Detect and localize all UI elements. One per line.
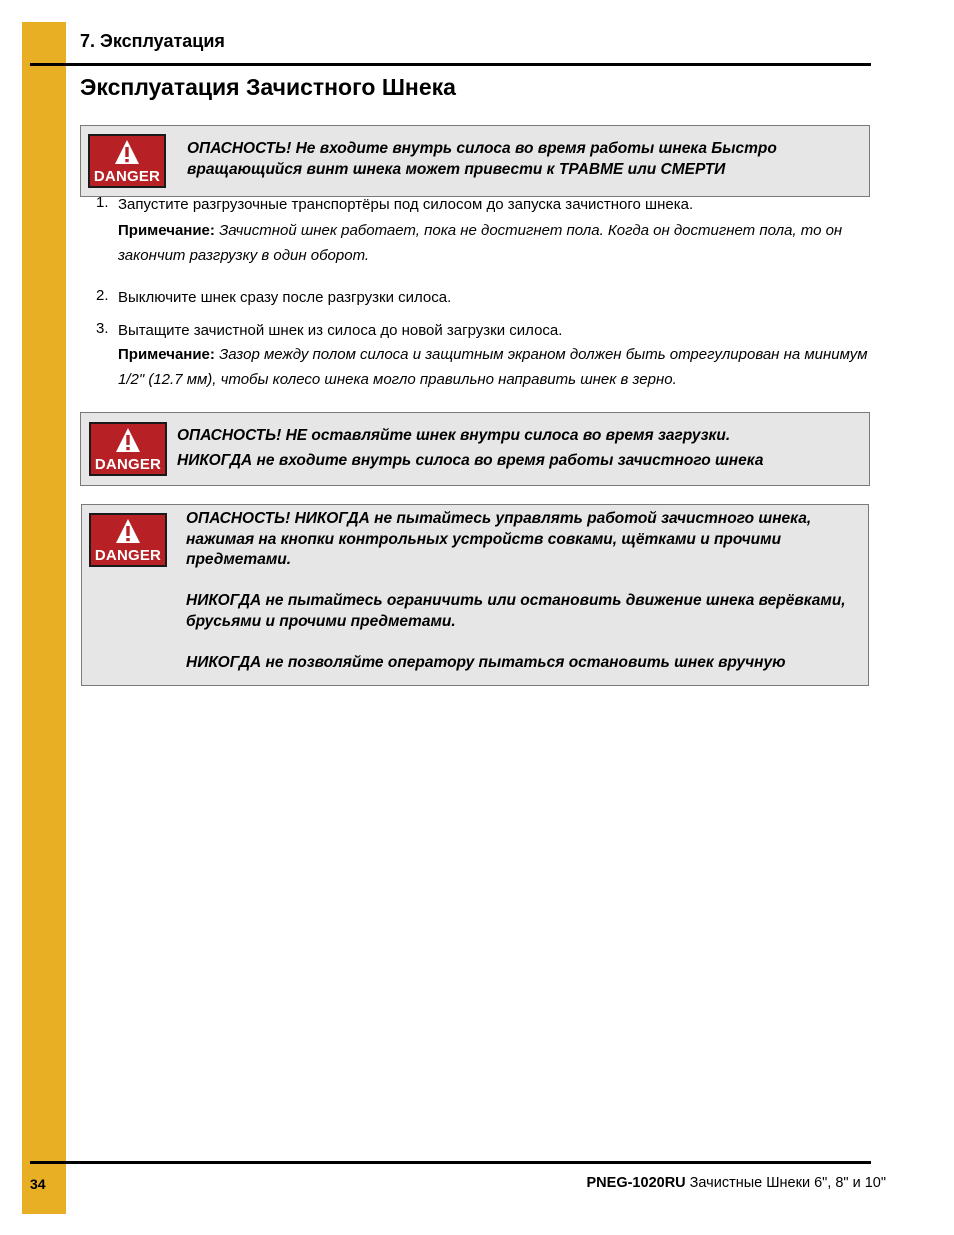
danger-label: DANGER [94, 456, 162, 473]
danger-notice-3 [81, 504, 869, 686]
danger-notice-1 [80, 125, 870, 197]
doc-code: PNEG-1020RU [586, 1175, 686, 1191]
step-note [118, 218, 886, 268]
danger-text [177, 423, 857, 473]
step-note [118, 342, 886, 392]
note-text: Зачистной шнек работает, пока не достигнет пола. Когда он достигнет пола, то он закончит разгрузку в один оборот. [118, 222, 843, 264]
danger-line: НИКОГДА не пытайтесь ограничить или остановить движение шнека верёвками, брусьями и прочими предметами. [186, 592, 846, 630]
danger-notice-2 [80, 412, 870, 486]
doc-title: Зачистные Шнеки 6", 8" и 10" [685, 1175, 886, 1191]
section-heading: 7. Эксплуатация [80, 31, 225, 51]
danger-text [187, 139, 862, 180]
danger-label: DANGER [93, 168, 161, 185]
step-number: 3. [96, 320, 109, 337]
danger-line: ОПАСНОСТЬ! Не входите внутрь силоса во время работы шнека Быстро вращающийся винт шнека может привести к ТРАВМЕ или СМЕРТИ [187, 140, 777, 178]
warning-triangle-icon [115, 518, 141, 544]
footer-document-title [587, 1175, 886, 1191]
danger-line: ОПАСНОСТЬ! НЕ оставляйте шнек внутри силоса во время загрузки. [177, 427, 731, 444]
step-text: Выключите шнек сразу после разгрузки силоса. [118, 289, 452, 306]
page-number: 34 [30, 1176, 46, 1192]
page-side-band [22, 22, 66, 1214]
procedure-steps [96, 194, 886, 392]
danger-line: ОПАСНОСТЬ! НИКОГДА не пытайтесь управлять работой зачистного шнека, нажимая на кнопки контрольных устройств совками, щётками и прочими предметами. [186, 510, 812, 568]
step-text: Вытащите зачистной шнек из силоса до новой загрузки силоса. [118, 322, 563, 339]
note-label: Примечание: [118, 346, 215, 363]
danger-line: НИКОГДА не позволяйте оператору пытаться остановить шнек вручную [186, 653, 786, 671]
note-label: Примечание: [118, 222, 215, 239]
step-item [96, 287, 886, 309]
step-text: Запустите разгрузочные транспортёры под силосом до запуска зачистного шнека. [118, 196, 694, 213]
step-number: 2. [96, 287, 109, 304]
danger-sign [89, 422, 167, 476]
step-item [96, 194, 886, 268]
step-number: 1. [96, 194, 109, 211]
danger-text [186, 509, 866, 673]
danger-sign [88, 134, 166, 188]
danger-label: DANGER [94, 547, 162, 564]
step-item [96, 320, 886, 392]
note-text: Зазор между полом силоса и защитным экраном должен быть отрегулирован на минимум 1/2" (12.7 мм), чтобы колесо шнека могло правильно направить шнек в зерно. [118, 346, 868, 388]
header-rule [30, 63, 871, 66]
warning-triangle-icon [114, 139, 140, 165]
footer-rule [30, 1161, 871, 1164]
danger-sign [89, 513, 167, 567]
danger-line: НИКОГДА не входите внутрь силоса во время работы зачистного шнека [177, 452, 764, 469]
warning-triangle-icon [115, 427, 141, 453]
page-title: Эксплуатация Зачистного Шнека [80, 74, 456, 100]
